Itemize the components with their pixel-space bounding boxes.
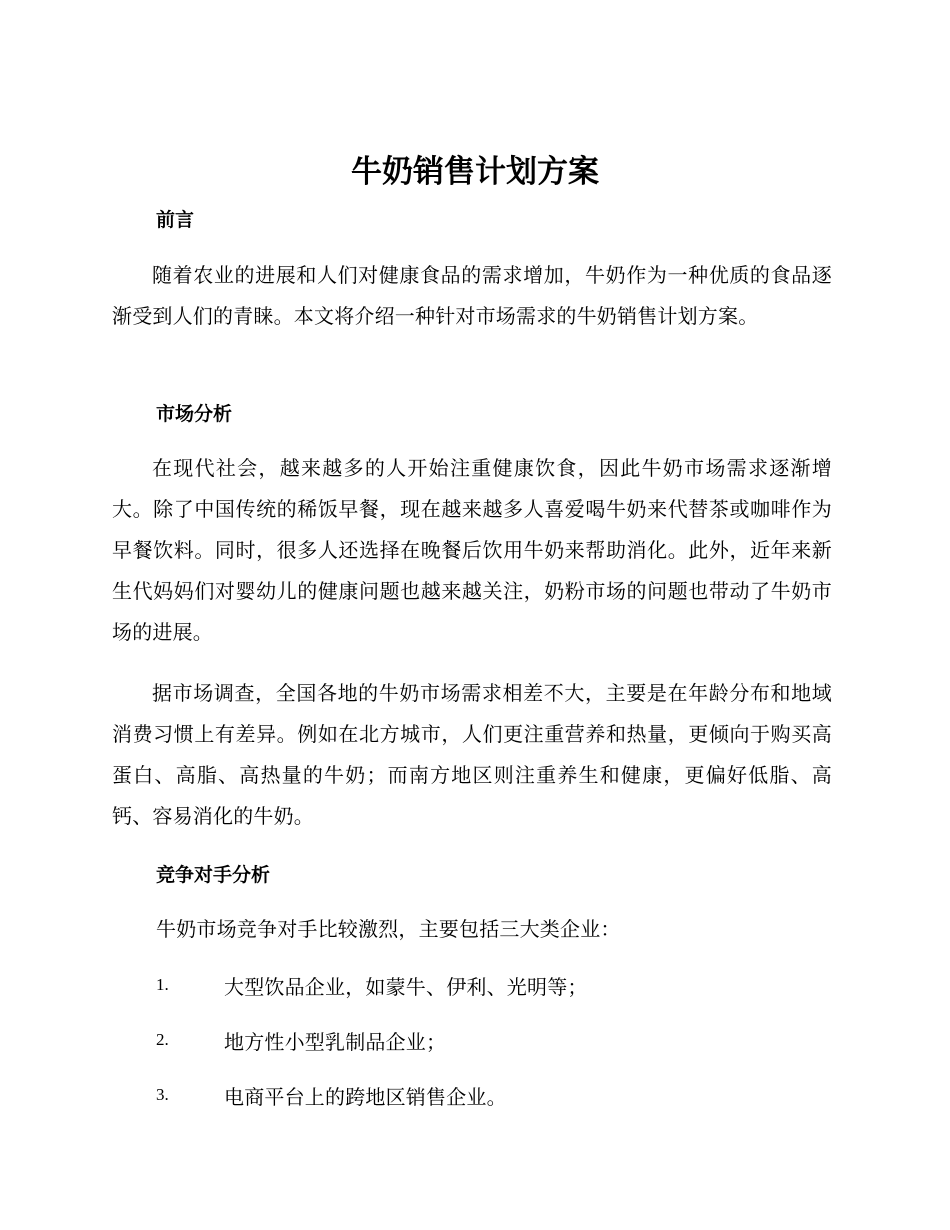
- competitor-intro-paragraph: 牛奶市场竞争对手比较激烈，主要包括三大类企业：: [156, 917, 621, 941]
- list-item-text: 大型饮品企业，如蒙牛、伊利、光明等；: [224, 974, 588, 999]
- market-analysis-paragraph-1: 在现代社会，越来越多的人开始注重健康饮食，因此牛奶市场需求逐渐增大。除了中国传统的稀饭早餐，现在越来越多人喜爱喝牛奶来代替茶或咖啡作为早餐饮料。同时，很多人还选择在晚餐后饮用牛奶来帮助消化。此外，近年来新生代妈妈们对婴幼儿的健康问题也越来越关注，奶粉市场的问题也带动了牛奶市场的进展。: [112, 456, 832, 644]
- section-heading-market-analysis: 市场分析: [156, 403, 233, 425]
- list-item: [156, 970, 588, 1000]
- list-item-number: 3.: [156, 1085, 169, 1104]
- section-heading-competitor-analysis: 竞争对手分析: [156, 864, 271, 886]
- list-item-number: 2.: [156, 1030, 169, 1049]
- list-item: [156, 1080, 507, 1110]
- list-item-text: 地方性小型乳制品企业；: [224, 1029, 447, 1054]
- list-item-text: 电商平台上的跨地区销售企业。: [224, 1084, 507, 1109]
- page-title: 牛奶销售计划方案: [351, 154, 599, 190]
- list-item: [156, 1025, 446, 1055]
- section-heading-preface: 前言: [156, 209, 195, 231]
- market-analysis-paragraph-2: 据市场调查，全国各地的牛奶市场需求相差不大，主要是在年龄分布和地域消费习惯上有差异。例如在北方城市，人们更注重营养和热量，更倾向于购买高蛋白、高脂、高热量的牛奶；而南方地区则注重养生和健康，更偏好低脂、高钙、容易消化的牛奶。: [112, 681, 832, 828]
- list-item-number: 1.: [156, 975, 169, 994]
- preface-paragraph: 随着农业的进展和人们对健康食品的需求增加，牛奶作为一种优质的食品逐渐受到人们的青睐。本文将介绍一种针对市场需求的牛奶销售计划方案。: [112, 263, 832, 328]
